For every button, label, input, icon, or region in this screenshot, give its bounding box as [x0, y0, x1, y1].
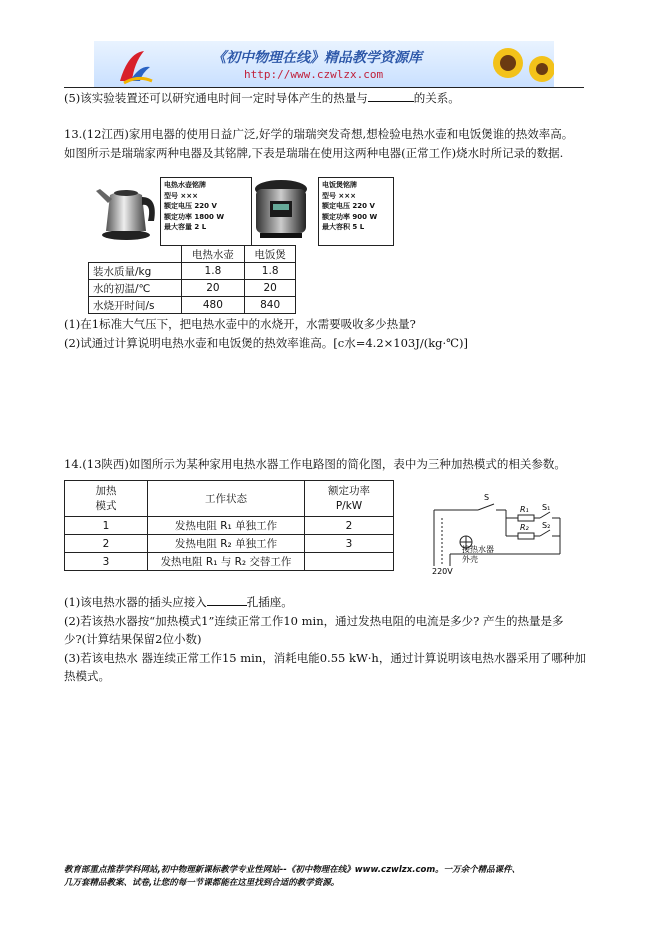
- banner-url[interactable]: http://www.czwlzx.com: [244, 68, 384, 81]
- table-header-row: [65, 481, 394, 517]
- electric-kettle-icon: [92, 175, 160, 241]
- table-cell: 水的初温/℃: [89, 280, 182, 297]
- q13-data-table: [88, 245, 296, 314]
- table-header-cell: 加热 模式: [65, 481, 148, 517]
- table-cell: 水烧开时间/s: [89, 297, 182, 314]
- table-cell: 1.8: [245, 263, 296, 280]
- q14-question-3-line-2: 热模式。: [64, 669, 110, 683]
- q14-question-3-line-1: (3)若该电热水 器连续正常工作15 min，消耗电能0.55 kW·h，通过计算说明该电热水器采用了哪种加: [64, 651, 586, 665]
- header-banner: [94, 41, 554, 87]
- table-cell: 2: [65, 535, 148, 553]
- q14-intro: 14.(13陕西)如图所示为某种家用电热水器工作电路图的简化图，表中为三种加热模式的相关参数。: [64, 457, 566, 471]
- sunflower-icon: [486, 41, 554, 87]
- q13-question-2: (2)试通过计算说明电热水壶和电饭煲的热效率谁高。[c水=4.2×103J/(kg·℃)]: [64, 336, 469, 350]
- table-row: [65, 517, 394, 535]
- table-cell: 480: [181, 297, 245, 314]
- r2-label: R₂: [520, 523, 529, 532]
- table-cell: 发热电阻 R₁ 单独工作: [148, 517, 305, 535]
- table-row: [65, 535, 394, 553]
- table-cell: 20: [181, 280, 245, 297]
- switch-s-label: S: [484, 493, 490, 502]
- voltage-label: 220V: [432, 567, 453, 576]
- table-row: [89, 263, 296, 280]
- rice-cooker-icon: [248, 177, 314, 243]
- q13-question-1: (1)在1标准大气压下，把电热水壶中的水烧开，水需要吸收多少热量?: [64, 317, 416, 331]
- footer-line-1: 教育部重点推荐学科网站,初中物理新课标教学专业性网站--《初中物理在线》www.czwlzx.com。一万余个精品课件、: [64, 865, 521, 875]
- table-cell: 发热电阻 R₂ 单独工作: [148, 535, 305, 553]
- q14-mode-table: [64, 480, 394, 571]
- s1-label: S₁: [542, 503, 551, 512]
- table-row: [65, 553, 394, 571]
- s2-label: S₂: [542, 521, 551, 530]
- rice-cooker-nameplate: 电饭煲铭牌 型号 ××× 额定电压 220 V 额定功率 900 W 最大容积 5 L: [318, 177, 394, 246]
- table-header-cell: 电热水壶: [181, 246, 245, 263]
- site-logo-icon: [114, 45, 154, 85]
- table-cell: 3: [65, 553, 148, 571]
- banner-title: 《初中物理在线》精品教学资源库: [212, 50, 422, 66]
- q13-intro-1: 13.(12江西)家用电器的使用日益广泛,好学的瑞瑞突发奇想,想检验电热水壶和电饭煲谁的热效率高。: [64, 127, 574, 141]
- header-rule: [64, 87, 584, 88]
- table-header-cell: 工作状态: [148, 481, 305, 517]
- table-cell: 3: [305, 535, 394, 553]
- q14-question-2-line-1: (2)若该热水器按“加热模式1”连续正常工作10 min，通过发热电阻的电流是多少? 产生的热量是多: [64, 614, 564, 628]
- table-cell: 840: [245, 297, 296, 314]
- q14-question-2-line-2: 少?(计算结果保留2位小数): [64, 632, 202, 646]
- answer-blank[interactable]: [368, 89, 414, 102]
- casing-label-1: 接热水器: [462, 545, 494, 554]
- kettle-nameplate: 电热水壶铭牌 型号 ××× 额定电压 220 V 额定功率 1800 W 最大容量 2 L: [160, 177, 252, 246]
- table-header-cell: 额定功率 P/kW: [305, 481, 394, 517]
- q13-intro-2: 如图所示是瑞瑞家两种电器及其铭牌,下表是瑞瑞在使用这两种电器(正常工作)烧水时所记录的数据.: [64, 146, 564, 160]
- footer-line-2: 几万套精品教案、试卷,让您的每一节课都能在这里找到合适的教学资源。: [64, 878, 340, 888]
- table-row: [89, 297, 296, 314]
- table-corner-cell: [89, 246, 182, 263]
- table-cell: 发热电阻 R₁ 与 R₂ 交替工作: [148, 553, 305, 571]
- table-cell: 1: [65, 517, 148, 535]
- table-cell: 2: [305, 517, 394, 535]
- table-cell: 装水质量/kg: [89, 263, 182, 280]
- table-header-cell: 电饭煲: [245, 246, 296, 263]
- r1-label: R₁: [520, 505, 529, 514]
- table-header-row: [89, 246, 296, 263]
- q14-question-1: (1)该电热水器的插头应接入 孔插座。: [64, 595, 293, 609]
- table-cell: 20: [245, 280, 296, 297]
- circuit-diagram: [426, 488, 566, 578]
- casing-label-2: 外壳: [462, 555, 478, 564]
- answer-blank[interactable]: [207, 593, 247, 606]
- table-cell: [305, 553, 394, 571]
- table-cell: 1.8: [181, 263, 245, 280]
- table-row: [89, 280, 296, 297]
- q12-part5: (5)该实验装置还可以研究通电时间一定时导体产生的热量与 的关系。: [64, 91, 460, 105]
